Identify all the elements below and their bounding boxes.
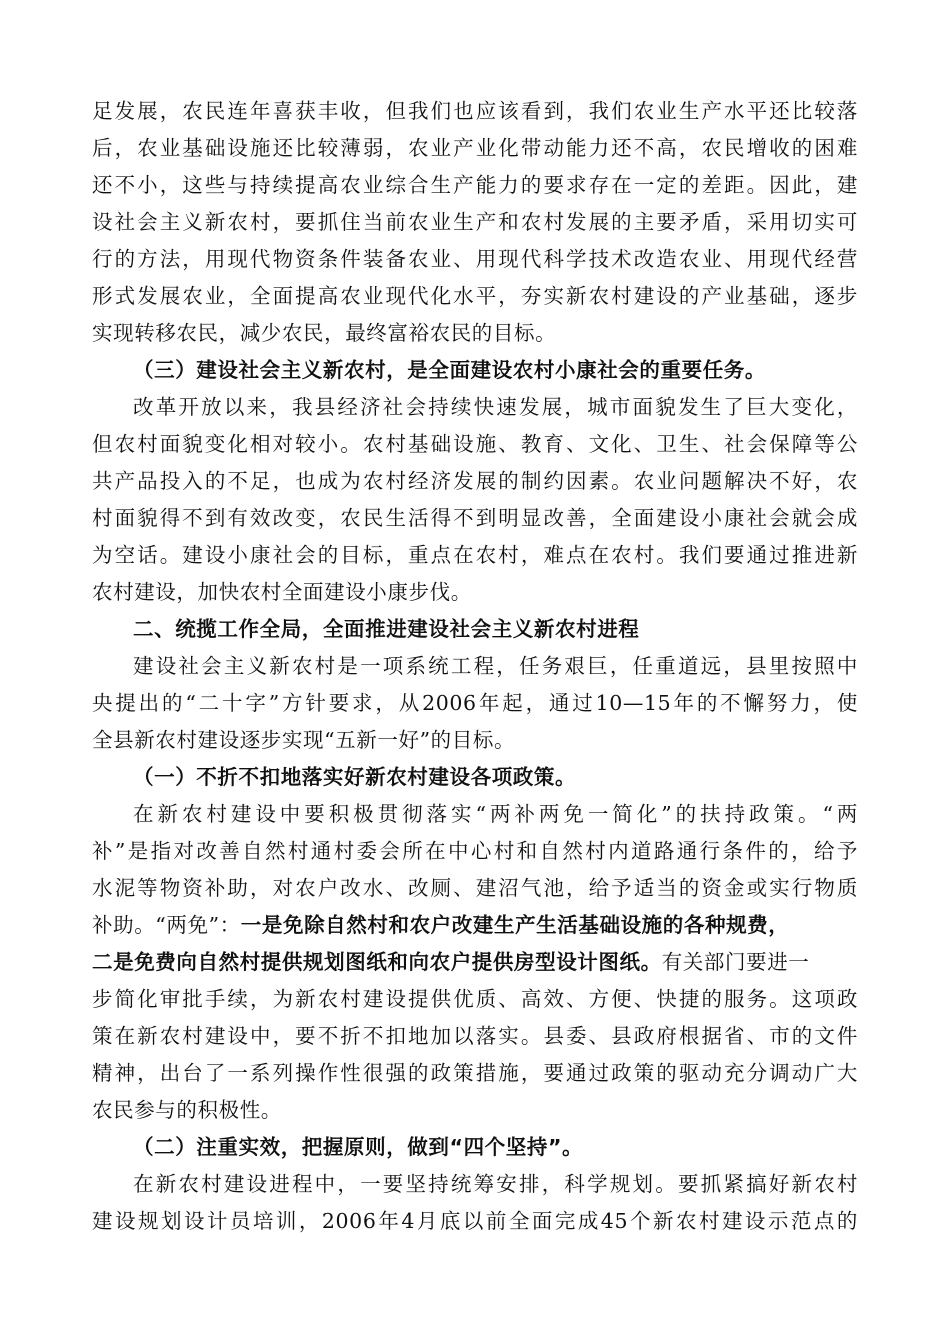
bold-text-span: 二是免费向自然村提供规划图纸和向农户提供房型设计图纸。: [92, 950, 662, 974]
text-line: 足发展，农民连年喜获丰收，但我们也应该看到，我们农业生产水平还比较落: [92, 99, 858, 123]
text-line: 实现转移农民，减少农民，最终富裕农民的目标。: [92, 321, 557, 345]
text-line: 还不小，这些与持续提高农业综合生产能力的要求存在一定的差距。因此，建: [92, 173, 858, 197]
text-line: 农村建设，加快农村全面建设小康步伐。: [92, 580, 472, 604]
text-line: 全县新农村建设逐步实现“五新一好”的目标。: [92, 728, 516, 752]
text-line: 建设社会主义新农村是一项系统工程，任务艰巨，任重道远，县里按照中: [133, 654, 858, 678]
text-line: 策在新农村建设中，要不折不扣地加以落实。县委、县政府根据省、市的文件: [92, 1024, 858, 1048]
text-line: 但农村面貌变化相对较小。农村基础设施、教育、文化、卫生、社会保障等公: [92, 432, 858, 456]
text-span: 有关部门要进一: [661, 950, 810, 974]
text-line: 村面貌得不到有效改变，农民生活得不到明显改善，全面建设小康社会就会成: [92, 506, 858, 530]
mixed-line: [92, 948, 858, 976]
bold-text-span: 一是免除自然村和农户改建生产生活基础设施的各种规费，: [240, 913, 790, 937]
text-span: 补助。“两免”：: [92, 913, 241, 937]
text-line: 精神，出台了一系列操作性很强的政策措施，要通过政策的驱动充分调动广大: [92, 1061, 858, 1085]
text-line: 为空话。建设小康社会的目标，重点在农村，难点在农村。我们要通过推进新: [92, 543, 858, 567]
text-line: 建设规划设计员培训，2006年4月底以前全面完成45个新农村建设示范点的: [92, 1209, 858, 1233]
text-line: 步简化审批手续，为新农村建设提供优质、高效、方便、快捷的服务。这项政: [92, 987, 858, 1011]
text-line: 补”是指对改善自然村通村委会所在中心村和自然村内道路通行条件的，给予: [92, 839, 858, 863]
text-line: 形式发展农业，全面提高农业现代化水平，夯实新农村建设的产业基础，逐步: [92, 284, 858, 308]
text-line: 共产品投入的不足，也成为农村经济发展的制约因素。农业问题解决不好，农: [92, 469, 858, 493]
text-line: 在新农村建设进程中，一要坚持统筹安排，科学规划。要抓紧搞好新农村: [133, 1172, 858, 1196]
text-line: 设社会主义新农村，要抓住当前农业生产和农村发展的主要矛盾，采用切实可: [92, 210, 858, 234]
section-heading-1: （一）不折不扣地落实好新农村建设各项政策。: [133, 765, 577, 789]
text-line: 后，农业基础设施还比较薄弱，农业产业化带动能力还不高，农民增收的困难: [92, 136, 858, 160]
text-line: 水泥等物资补助，对农户改水、改厕、建沼气池，给予适当的资金或实行物质: [92, 876, 858, 900]
text-line: 行的方法，用现代物资条件装备农业、用现代科学技术改造农业、用现代经营: [92, 247, 858, 271]
mixed-line: [92, 911, 858, 939]
chapter-heading-2: 二、统揽工作全局，全面推进建设社会主义新农村进程: [133, 617, 640, 641]
text-line: 农民参与的积极性。: [92, 1098, 282, 1122]
text-line: 央提出的“二十字”方针要求，从2006年起，通过10—15年的不懈努力，使: [92, 691, 858, 715]
text-line: 改革开放以来，我县经济社会持续快速发展，城市面貌发生了巨大变化，: [133, 395, 858, 419]
section-heading-2: （二）注重实效，把握原则，做到“四个坚持”。: [133, 1135, 584, 1159]
section-heading-3: （三）建设社会主义新农村，是全面建设农村小康社会的重要任务。: [133, 358, 766, 382]
text-line: 在新农村建设中要积极贯彻落实“两补两免一简化”的扶持政策。“两: [133, 802, 858, 826]
